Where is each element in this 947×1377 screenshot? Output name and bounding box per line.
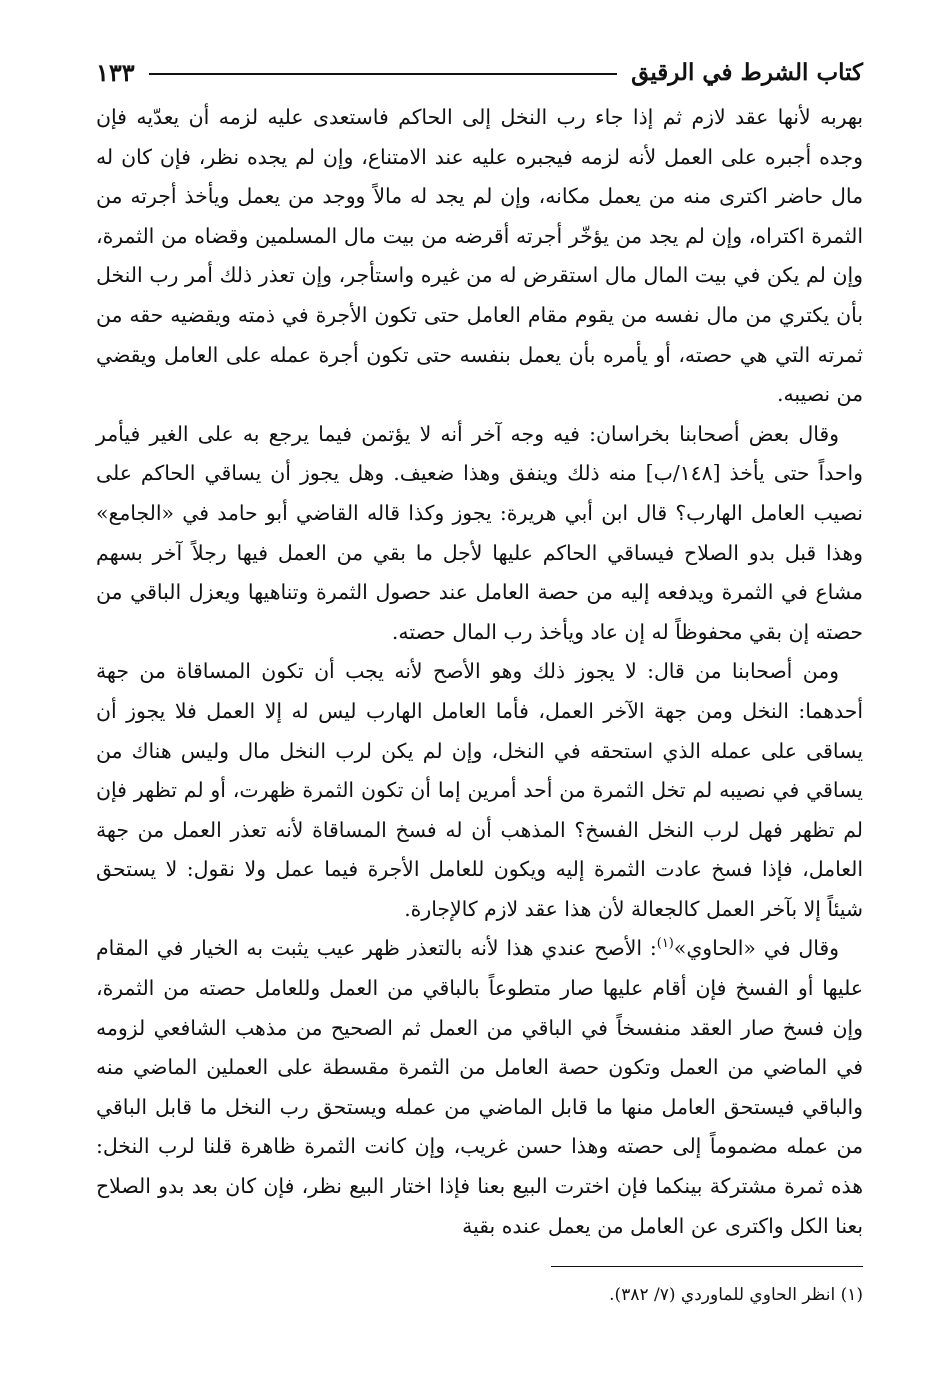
- footnote-reference: (١): [656, 936, 674, 952]
- paragraph-2: وقال بعض أصحابنا بخراسان: فيه وجه آخر أنه لا يؤتمن فيما يرجع به على الغير فيأمر واحداً حتى يأخذ [١٤٨/ب] منه ذلك وينفق وهذا ضعيف. وهل يجوز أن يساقي الحاكم على نصيب العامل الهارب؟ قال ابن أبي هريرة: يجوز وكذا قاله القاضي أبو حامد في «الجامع» وهذا قبل بدو الصلاح فيساقي الحاكم عليها لأجل ما بقي من العمل فيها رجلاً آخر بسهم مشاع في الثمرة ويدفعه إليه من حصة العامل عند حصول الثمرة وتناهيها ويعزل الباقي من حصته إن بقي محفوظاً له إن عاد ويأخذ رب المال حصته.: [96, 421, 863, 644]
- footnote: (١) انظر الحاوي للماوردي (٧/ ٣٨٢).: [609, 1285, 863, 1306]
- paragraph-4-rest: : الأصح عندي هذا لأنه بالتعذر ظهر عيب يثبت به الخيار في المقام عليها أو الفسخ فإن أقام عليها صار متطوعاً بالباقي من العمل وللعامل حصته من الثمرة، وإن فسخ صار العقد منفسخاً في الباقي من العمل ثم الصحيح من مذهب الشافعي لزومه في الماضي من العمل وتكون حصة العامل من الثمرة مقسطة على العملين الماضي منه والباقي فيستحق العامل منها ما قابل الماضي من عمله ويستحق رب النخل ما قابل الباقي من عمله مضموماً إلى حصته وهذا حسن غريب، وإن كانت الثمرة ظاهرة قلنا لرب النخل: هذه ثمرة مشتركة بينكما فإن اخترت البيع بعنا فإذا اختار البيع نظر، فإن كان بعد بدو الصلاح بعنا الكل واكترى عن العامل من يعمل عنده بقية: [96, 936, 863, 1238]
- running-header: [96, 46, 863, 98]
- paragraph-4: [96, 929, 863, 1246]
- paragraph-4-lead: وقال في «الحاوي»: [673, 936, 839, 961]
- paragraph-1: بهربه لأنها عقد لازم ثم إذا جاء رب النخل إلى الحاكم فاستعدى عليه لزمه أن يعدّيه فإن وجده أجبره على العمل لأنه لزمه فيجبره عليه عند الامتناع، وإن لم يجده نظر، فإن كان له مال حاضر اكترى منه من يعمل مكانه، وإن لم يجد له مالاً ووجد من يعمل ويأخذ أجرته من الثمرة اكتراه، وإن لم يجد من يؤخّر أجرته أقرضه من بيت مال المسلمين وقضاه من الثمرة، وإن لم يكن في بيت المال مال استقرض له من غيره واستأجر، وإن تعذر ذلك أمر رب النخل بأن يكتري من مال نفسه من يقوم مقام العامل حتى تكون الأجرة في ذمته ويقضيه حقه من ثمرته التي هي حصته، أو يأمره بأن يعمل بنفسه حتى تكون أجرة عمله على العامل ويقضي من نصيبه.: [96, 105, 863, 407]
- header-rule: [149, 73, 618, 75]
- footnote-rule: [551, 1266, 863, 1267]
- book-title: كتاب الشرط في الرقيق: [631, 58, 863, 86]
- paragraph-3: ومن أصحابنا من قال: لا يجوز ذلك وهو الأصح لأنه يجب أن تكون المساقاة من جهة أحدهما: النخل ومن جهة الآخر العمل، فأما العامل الهارب ليس له إلا العمل فلا يجوز أن يساقى على عمله الذي استحقه في النخل، وإن لم يكن لرب النخل مال وليس هناك من يساقي في نصيبه لم تخل الثمرة من أحد أمرين إما أن تكون الثمرة ظهرت، أو لم تظهر فإن لم تظهر فهل لرب النخل الفسخ؟ المذهب أن له فسخ المساقاة لأنه تعذر العمل من جهة العامل، فإذا فسخ عادت الثمرة إليه ويكون للعامل الأجرة فيما عمل ولا نقول: لا يستحق شيئاً إلا بآخر العمل كالجعالة لأن هذا عقد لازم كالإجارة.: [96, 659, 863, 921]
- page-number: ١٣٣: [96, 57, 135, 87]
- main-text: [96, 98, 863, 1246]
